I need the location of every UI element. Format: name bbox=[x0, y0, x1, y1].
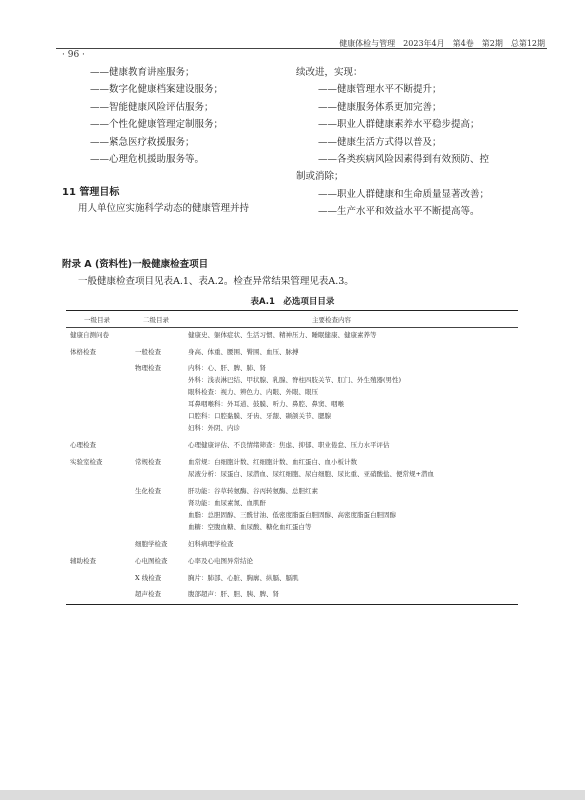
table-header-rule bbox=[66, 327, 518, 328]
table-cell-content: 耳鼻咽喉科：外耳道、鼓膜、听力、鼻腔、鼻窦、咽喉 bbox=[188, 400, 344, 408]
table-cell-level2: 生化检查 bbox=[135, 487, 161, 495]
list-item: ——生产水平和效益水平不断提高等。 bbox=[318, 206, 480, 218]
goal-list bbox=[296, 64, 489, 221]
list-item: ——职业人群健康素养水平稳步提高； bbox=[318, 119, 480, 131]
list-item: ——健康服务体系更加完善； bbox=[318, 101, 442, 113]
service-list bbox=[90, 64, 223, 168]
list-item: ——健康教育讲座服务； bbox=[90, 67, 195, 78]
list-item: ——健康管理水平不断提升； bbox=[318, 84, 442, 96]
page-bottom-band bbox=[0, 790, 585, 800]
table-cell-level1: 辅助检查 bbox=[70, 557, 96, 565]
table-cell-content: 健康史、躯体症状、生活习惯、精神压力、睡眠健康、健康素养等 bbox=[188, 331, 377, 339]
table-cell-level1: 体格检查 bbox=[70, 348, 96, 356]
list-item: ——智能健康风险评估服务； bbox=[90, 101, 214, 113]
table-cell-level2: 超声检查 bbox=[135, 590, 161, 598]
list-item: ——数字化健康档案建设服务； bbox=[90, 84, 224, 96]
table-cell-content: 尿液分析：尿蛋白、尿潜血、尿红细胞、尿白细胞、尿比重、亚硝酸盐、便常规+潜血 bbox=[188, 470, 434, 478]
table-cell-level2: 常规检查 bbox=[135, 458, 161, 466]
appendix-body: 一般健康检查项目见表A.1、表A.2。检查异常结果管理见表A.3。 bbox=[78, 276, 354, 287]
table-cell-level2: 物理检查 bbox=[135, 364, 161, 372]
list-item: ——心理危机援助服务等。 bbox=[90, 154, 205, 166]
header-rule bbox=[56, 48, 547, 49]
table-top-rule bbox=[66, 310, 518, 311]
section-title: 11 管理目标 bbox=[62, 187, 120, 198]
table-header-level1: 一级目录 bbox=[84, 316, 110, 324]
table-cell-level2: 细胞学检查 bbox=[135, 540, 168, 548]
page-number: · 96 · bbox=[62, 50, 85, 60]
list-item: ——职业人群健康和生命质量显著改善； bbox=[318, 188, 490, 200]
table-cell-content: 身高、体重、腰围、臀围、血压、脉搏 bbox=[188, 348, 299, 356]
section-body: 用人单位应实施科学动态的健康管理并持 bbox=[78, 203, 250, 214]
table-bottom-rule bbox=[66, 604, 518, 605]
table-cell-content: 心率及心电图异常结论 bbox=[188, 557, 253, 565]
table-cell-content: 血糖：空腹血糖、血尿酸、糖化血红蛋白等 bbox=[188, 523, 312, 531]
table-cell-content: 腹部超声：肝、胆、胰、脾、肾 bbox=[188, 590, 279, 598]
table-cell-content: 胸片：肺部、心脏、胸廓、纵膈、膈肌 bbox=[188, 574, 299, 582]
journal-header: 健康体检与管理 2023年4月 第4卷 第2期 总第12期 bbox=[339, 39, 545, 48]
table-cell-content: 肾功能：血尿素氮、血肌酐 bbox=[188, 499, 266, 507]
list-item: ——健康生活方式得以普及； bbox=[318, 136, 442, 148]
list-item: ——紧急医疗救援服务； bbox=[90, 136, 195, 148]
table-cell-content: 血常规：白细胞计数、红细胞计数、血红蛋白、血小板计数 bbox=[188, 458, 357, 466]
appendix-title: 附录 A (资料性)一般健康检查项目 bbox=[62, 259, 209, 270]
list-item: ——个性化健康管理定制服务； bbox=[90, 119, 224, 131]
table-cell-content: 眼科检查：视力、辨色力、内眼、外眼、眼压 bbox=[188, 388, 318, 396]
table-cell-level1: 实验室检查 bbox=[70, 458, 103, 466]
table-header-content: 主要检查内容 bbox=[312, 316, 351, 324]
list-item: 制或消除； bbox=[296, 171, 344, 183]
table-title: 表A.1 必选项目目录 bbox=[250, 297, 335, 307]
list-item: ——各类疾病风险因素得到有效预防、控 bbox=[318, 154, 490, 166]
table-cell-content: 心理健康评估、不良情绪筛查：焦虑、抑郁、职业倦怠、压力水平评估 bbox=[188, 441, 390, 449]
table-cell-level2: 心电图检查 bbox=[135, 557, 168, 565]
table-cell-level1: 健康自测问卷 bbox=[70, 331, 109, 339]
table-cell-level2: X 线检查 bbox=[135, 574, 162, 582]
list-lead: 续改进，实现： bbox=[296, 67, 363, 78]
table-cell-level1: 心理检查 bbox=[70, 441, 96, 449]
table-header-level2: 二级目录 bbox=[143, 316, 169, 324]
table-cell-content: 口腔科：口腔黏膜、牙齿、牙龈、颞颌关节、腮腺 bbox=[188, 412, 331, 420]
table-cell-content: 妇科：外阴、内诊 bbox=[188, 424, 240, 432]
table-cell-content: 外科：浅表淋巴结、甲状腺、乳腺、脊柱四肢关节、肛门、外生殖器(男性) bbox=[188, 376, 402, 384]
table-cell-level2: 一般检查 bbox=[135, 348, 161, 356]
table-cell-content: 血脂：总胆固醇、三酰甘油、低密度脂蛋白胆固醇、高密度脂蛋白胆固醇 bbox=[188, 511, 396, 519]
table-cell-content: 妇科病理学检查 bbox=[188, 540, 234, 548]
table-cell-content: 肝功能：谷草转氨酶、谷丙转氨酶、总胆红素 bbox=[188, 487, 318, 495]
table-cell-content: 内科：心、肝、脾、肺、肾 bbox=[188, 364, 266, 372]
